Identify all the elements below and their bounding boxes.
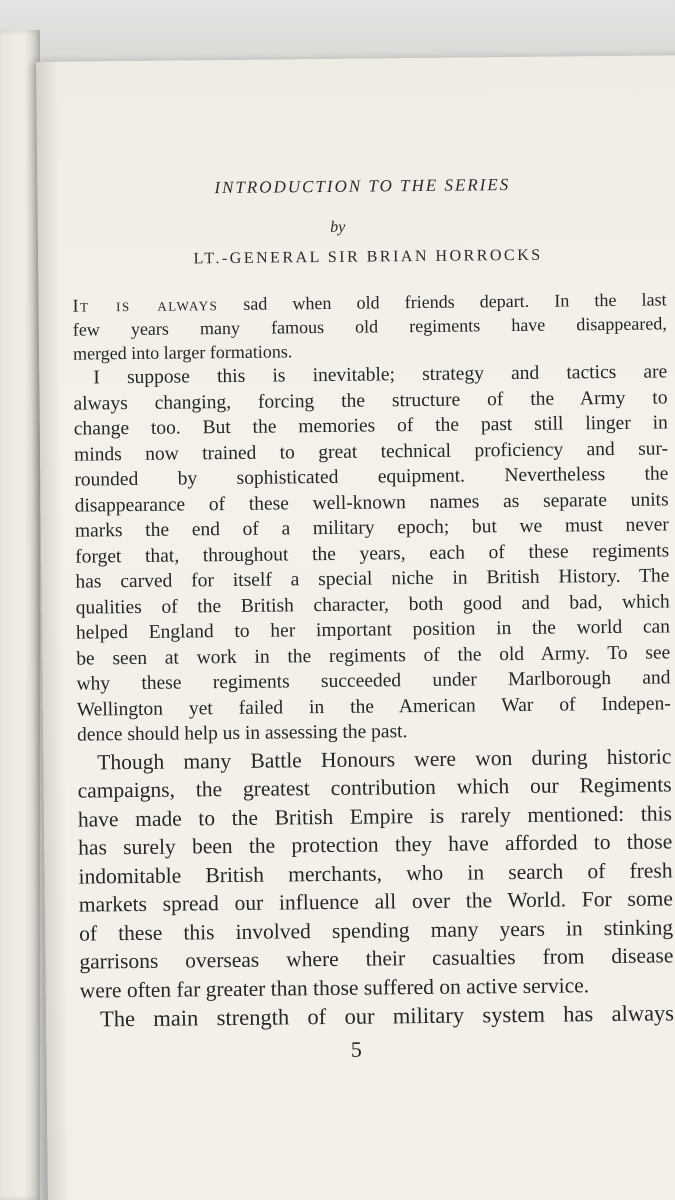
text-line: campaigns, the greatest contribution which our Regiments (77, 772, 672, 803)
page-gutter-shadow (36, 62, 70, 1200)
text-line: qualities of the British character, both good and bad, which (75, 590, 670, 619)
text-line: Though many Battle Honours were won during historic (97, 743, 672, 774)
text-line: The main strength of our military system has always (99, 1000, 675, 1032)
text-line: forget that, throughout the years, each of these regiments (75, 539, 670, 568)
text-line: minds now trained to great technical proficiency and sur- (74, 437, 669, 466)
text-line: marks the end of a military epoch; but we must never (74, 514, 669, 542)
text-line: Wellington yet failed in the American War of Indepen- (76, 692, 671, 721)
text-line: dence should help us in assessing the past. (76, 721, 408, 746)
small-caps-lead: It is always (72, 294, 219, 316)
paragraph-1 (72, 287, 667, 365)
text-line: disappearance of these well-known names as separate units (74, 488, 669, 517)
text-line: I suppose this is inevitable; strategy and tactics are (93, 361, 668, 389)
text-line: rounded by sophisticated equipment. Nevertheless the (74, 463, 669, 491)
paragraph-2 (73, 359, 671, 748)
left-page-edge (0, 30, 40, 1200)
text-line: has carved for itself a special niche in British History. The (75, 565, 670, 593)
paragraph-3 (77, 742, 674, 1005)
text-line: merged into larger formations. (72, 341, 293, 364)
paragraph-4 (80, 998, 674, 1034)
book-page (36, 55, 675, 1200)
text-line: has surely been the protection they have afforded to those (78, 829, 673, 860)
text-line: why these regiments succeeded under Marlborough and (76, 667, 671, 695)
body-text (72, 287, 674, 1034)
text-line: markets spread our influence all over the World. For some (78, 886, 673, 917)
text-line: helped England to her important position in the world can (75, 616, 671, 644)
text-line: change too. But the memories of the past still linger in (73, 412, 668, 440)
text-line-fragment: sad when old friends depart. In the last (218, 289, 667, 315)
text-line: were often far greater than those suffered on active service. (79, 972, 590, 1003)
chapter-heading: INTRODUCTION TO THE SERIES (214, 175, 511, 198)
text-line: be seen at work in the regiments of the old Army. To see (76, 641, 671, 670)
text-line: few years many famous old regiments have disappeared, (72, 313, 667, 340)
text-line: of these this involved spending many years in stinking (78, 914, 674, 946)
text-line: garrisons overseas where their casualties from disease (79, 943, 674, 974)
byline-by: by (330, 218, 346, 236)
page-number: 5 (350, 1036, 362, 1062)
author-name: LT.-GENERAL SIR BRIAN HORROCKS (193, 246, 543, 268)
text-line: always changing, forcing the structure of the Army to (73, 386, 668, 415)
text-line: indomitable British merchants, who in search of fresh (78, 857, 673, 889)
text-line: have made to the British Empire is rarely mentioned: this (77, 800, 673, 832)
